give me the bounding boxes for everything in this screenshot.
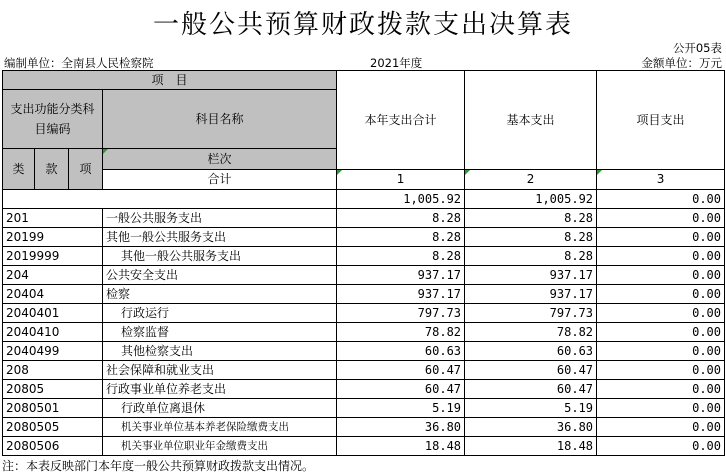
row-basic: 8.28 xyxy=(465,209,597,228)
header-basic: 基本支出 xyxy=(465,71,597,170)
row-project: 0.00 xyxy=(597,323,725,342)
row-code: 201 xyxy=(3,209,103,228)
header-total: 本年支出合计 xyxy=(337,71,465,170)
row-name: 其他检察支出 xyxy=(103,342,337,361)
expenditure-table xyxy=(2,70,725,456)
header-project: 项目支出 xyxy=(597,71,725,170)
table-row xyxy=(3,342,725,361)
total-amount: 1,005.92 xyxy=(337,190,465,209)
row-project: 0.00 xyxy=(597,437,725,456)
row-total: 60.47 xyxy=(337,380,465,399)
row-name: 检察 xyxy=(103,285,337,304)
row-total: 8.28 xyxy=(337,247,465,266)
row-code: 2040401 xyxy=(3,304,103,323)
row-name: 行政运行 xyxy=(103,304,337,323)
row-name: 行政事业单位养老支出 xyxy=(103,380,337,399)
row-basic: 60.47 xyxy=(465,380,597,399)
row-code: 20805 xyxy=(3,380,103,399)
row-name: 行政单位离退休 xyxy=(103,399,337,418)
table-row xyxy=(3,380,725,399)
row-project: 0.00 xyxy=(597,418,725,437)
table-row xyxy=(3,228,725,247)
total-row xyxy=(3,190,725,209)
header-col-order: 栏次 xyxy=(103,149,337,170)
row-code: 2080505 xyxy=(3,418,103,437)
row-total: 36.80 xyxy=(337,418,465,437)
row-total: 937.17 xyxy=(337,285,465,304)
header-row-5 xyxy=(3,169,725,190)
row-basic: 5.19 xyxy=(465,399,597,418)
total-project: 0.00 xyxy=(597,190,725,209)
row-project: 0.00 xyxy=(597,266,725,285)
table-row xyxy=(3,266,725,285)
row-code: 204 xyxy=(3,266,103,285)
row-project: 0.00 xyxy=(597,399,725,418)
row-project: 0.00 xyxy=(597,361,725,380)
row-basic: 8.28 xyxy=(465,228,597,247)
footnote: 注：本表反映部门本年度一般公共预算财政拨款支出情况。 xyxy=(2,459,315,473)
row-code: 208 xyxy=(3,361,103,380)
row-name: 一般公共服务支出 xyxy=(103,209,337,228)
row-total: 8.28 xyxy=(337,228,465,247)
header-row-1 xyxy=(3,71,725,90)
row-name: 检察监督 xyxy=(103,323,337,342)
header-item: 项 目 xyxy=(3,71,337,90)
row-code: 20404 xyxy=(3,285,103,304)
row-name: 机关事业单位职业年金缴费支出 xyxy=(103,437,337,456)
col-number-2: 2 xyxy=(465,169,597,190)
total-basic: 1,005.92 xyxy=(465,190,597,209)
row-project: 0.00 xyxy=(597,285,725,304)
table-row xyxy=(3,323,725,342)
fiscal-year: 2021年度 xyxy=(370,56,423,70)
row-total: 60.47 xyxy=(337,361,465,380)
row-basic: 797.73 xyxy=(465,304,597,323)
row-name: 其他一般公共服务支出 xyxy=(103,228,337,247)
row-project: 0.00 xyxy=(597,228,725,247)
row-name: 公共安全支出 xyxy=(103,266,337,285)
row-total: 18.48 xyxy=(337,437,465,456)
row-project: 0.00 xyxy=(597,342,725,361)
row-project: 0.00 xyxy=(597,247,725,266)
header-code: 支出功能分类科目编码 xyxy=(3,90,103,149)
row-code: 2080506 xyxy=(3,437,103,456)
row-code: 2040410 xyxy=(3,323,103,342)
table-row xyxy=(3,304,725,323)
row-basic: 36.80 xyxy=(465,418,597,437)
compiling-unit: 编制单位：全南县人民检察院 xyxy=(4,56,154,70)
row-total: 797.73 xyxy=(337,304,465,323)
row-basic: 18.48 xyxy=(465,437,597,456)
col-number-1: 1 xyxy=(337,169,465,190)
row-basic: 78.82 xyxy=(465,323,597,342)
table-row xyxy=(3,209,725,228)
table-row xyxy=(3,247,725,266)
row-total: 937.17 xyxy=(337,266,465,285)
table-title: 一般公共预算财政拨款支出决算表 xyxy=(152,10,573,40)
row-basic: 937.17 xyxy=(465,285,597,304)
row-project: 0.00 xyxy=(597,304,725,323)
header-kuan: 款 xyxy=(35,149,69,190)
row-name: 社会保障和就业支出 xyxy=(103,361,337,380)
table-row xyxy=(3,418,725,437)
row-project: 0.00 xyxy=(597,209,725,228)
table-row xyxy=(3,399,725,418)
row-basic: 8.28 xyxy=(465,247,597,266)
table-row xyxy=(3,437,725,456)
header-name: 科目名称 xyxy=(103,90,337,149)
money-unit: 金额单位：万元 xyxy=(641,56,722,70)
header-lei: 类 xyxy=(3,149,35,190)
header-xiang: 项 xyxy=(69,149,103,190)
form-code: 公开05表 xyxy=(672,41,722,55)
row-basic: 937.17 xyxy=(465,266,597,285)
row-code: 2040499 xyxy=(3,342,103,361)
row-total: 78.82 xyxy=(337,323,465,342)
table-row xyxy=(3,361,725,380)
row-project: 0.00 xyxy=(597,380,725,399)
row-code: 2080501 xyxy=(3,399,103,418)
row-total: 5.19 xyxy=(337,399,465,418)
col-number-3: 3 xyxy=(597,169,725,190)
row-total: 8.28 xyxy=(337,209,465,228)
row-total: 60.63 xyxy=(337,342,465,361)
total-label: 合计 xyxy=(103,169,337,190)
row-basic: 60.63 xyxy=(465,342,597,361)
row-code: 2019999 xyxy=(3,247,103,266)
row-name: 机关事业单位基本养老保险缴费支出 xyxy=(103,418,337,437)
row-basic: 60.47 xyxy=(465,361,597,380)
row-code: 20199 xyxy=(3,228,103,247)
table-row xyxy=(3,285,725,304)
row-name: 其他一般公共服务支出 xyxy=(103,247,337,266)
